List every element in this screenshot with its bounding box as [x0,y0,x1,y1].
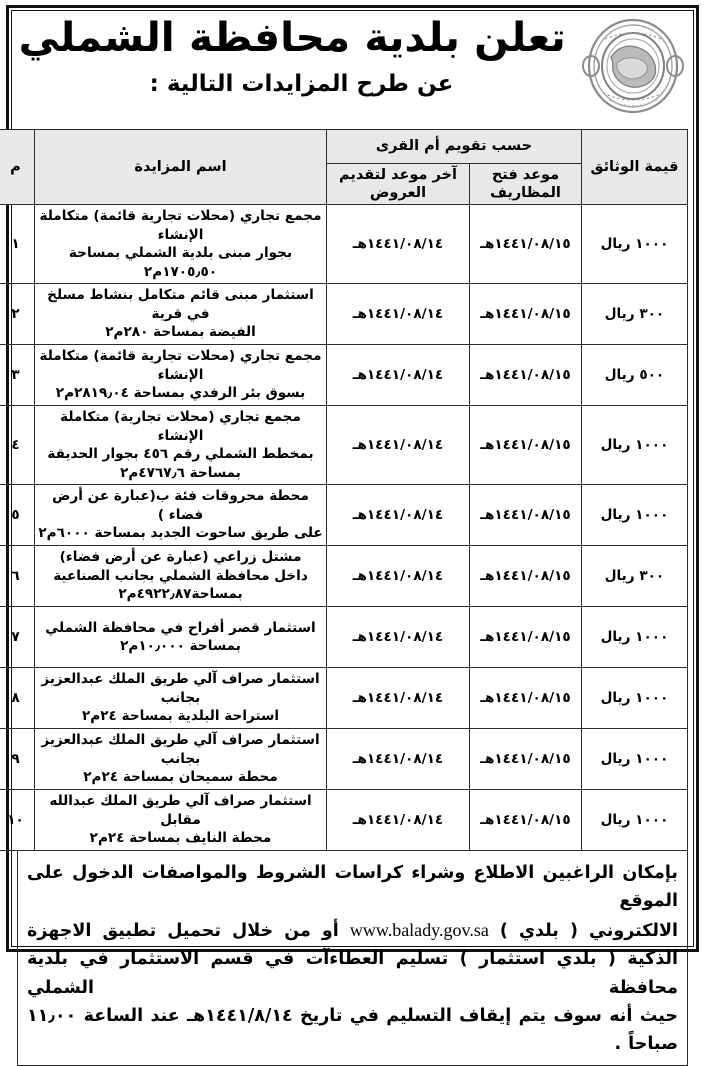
footer-line-1: بإمكان الراغبين الاطلاع وشراء كراسات الشروط والمواصفات الدخول على الموقع [27,863,678,912]
cell-envelope-open-date: ١٤٤١/٠٨/١٥هـ [470,406,582,485]
bid-name-line: بمساحة ١٠٫٠٠٠م٢ [120,638,241,655]
footer-line-2-after: أو من خلال تحميل تطبيق الاجهزة [27,920,339,941]
footer-line-2 [27,916,678,945]
cell-row-number: ٣ [0,345,35,406]
cell-last-offer-date: ١٤٤١/٠٨/١٤هـ [327,345,470,406]
cell-bid-name [35,607,327,668]
header-envelope-open-date: موعد فتح المظاريف [470,164,582,205]
bid-name-line: استثمار صراف آلي طريق الملك عبدالعزيز بجانب [41,671,320,706]
table-row [0,790,688,851]
bid-name-line: بمخطط الشملي رقم ٤٥٦ بجوار الحديقة [47,446,314,463]
table-row [0,205,688,284]
cell-documents-value: ١٠٠٠ ريال [582,790,688,851]
header-last-offer-date: آخر موعد لتقديم العروض [327,164,470,205]
bid-name-line: استثمار صراف آلي طريق الملك عبدالعزيز بجانب [41,732,320,767]
cell-last-offer-date: ١٤٤١/٠٨/١٤هـ [327,790,470,851]
bid-name-line: مجمع تجاري (محلات تجارية قائمة) متكاملة الإنشاء [39,348,322,383]
bids-table [0,129,688,851]
bid-name-line: استثمار صراف آلي طريق الملك عبدالله مقابل [49,793,312,828]
balady-website-url[interactable]: www.balady.gov.sa [349,919,489,940]
cell-last-offer-date: ١٤٤١/٠٨/١٤هـ [327,546,470,607]
cell-envelope-open-date: ١٤٤١/٠٨/١٥هـ [470,729,582,790]
page-title: تعلن بلدية محافظة الشملي [18,15,567,61]
header-text-block [12,11,573,129]
cell-last-offer-date: ١٤٤١/٠٨/١٤هـ [327,406,470,485]
table-header-row-group [0,130,688,164]
cell-row-number: ٦ [0,546,35,607]
cell-bid-name [35,546,327,607]
cell-envelope-open-date: ١٤٤١/٠٨/١٥هـ [470,284,582,345]
cell-last-offer-date: ١٤٤١/٠٨/١٤هـ [327,205,470,284]
bids-table-container [7,129,693,851]
cell-row-number: ٥ [0,485,35,546]
footer-line-3: الذكية ( بلدي استثمار ) تسليم العطاءآت في قسم الاستثمار في بلدية محافظة الشملي [27,949,678,998]
table-row [0,284,688,345]
footer-note-container [17,851,688,1065]
cell-bid-name [35,205,327,284]
cell-documents-value: ١٠٠٠ ريال [582,607,688,668]
bid-name-line: مجمع تجاري (محلات تجارية) متكاملة الإنشاء [60,409,301,444]
table-header [0,130,688,205]
cell-row-number: ١ [0,205,35,284]
cell-envelope-open-date: ١٤٤١/٠٨/١٥هـ [470,790,582,851]
cell-bid-name [35,284,327,345]
cell-last-offer-date: ١٤٤١/٠٨/١٤هـ [327,284,470,345]
page-inner-border [7,10,694,1055]
cell-documents-value: ١٠٠٠ ريال [582,205,688,284]
cell-bid-name [35,406,327,485]
cell-last-offer-date: ١٤٤١/٠٨/١٤هـ [327,485,470,546]
page-outer-border [6,5,699,1055]
cell-row-number: ٨ [0,668,35,729]
bid-name-line: استثمار قصر أفراح في محافظة الشملي [45,619,316,636]
table-body [0,205,688,851]
logo-container [573,11,693,129]
bid-name-line: بجوار مبنى بلدية الشملي بمساحة ١٧٠٥٫٥٠م٢ [68,245,293,280]
bid-name-line: مجمع تجاري (محلات تجارية قائمة) متكاملة الإنشاء [39,208,322,243]
cell-envelope-open-date: ١٤٤١/٠٨/١٥هـ [470,345,582,406]
cell-last-offer-date: ١٤٤١/٠٨/١٤هـ [327,729,470,790]
table-row [0,729,688,790]
cell-bid-name [35,345,327,406]
municipality-seal-logo [581,13,685,119]
cell-row-number: ٤ [0,406,35,485]
bid-name-line: محطة محروقات فئة ب(عبارة عن أرض فضاء ) [52,488,309,523]
bid-name-line: على طريق ساحوت الجديد بمساحة ٦٠٠٠م٢ [38,525,323,542]
cell-row-number: ٢ [0,284,35,345]
cell-last-offer-date: ١٤٤١/٠٨/١٤هـ [327,607,470,668]
cell-documents-value: ١٠٠٠ ريال [582,729,688,790]
footer-line-2-before: الالكتروني ( بلدي ) [499,920,679,941]
bid-name-line: مشتل زراعي (عبارة عن أرض فضاء) [59,549,302,566]
table-row [0,485,688,546]
table-row [0,668,688,729]
cell-documents-value: ١٠٠٠ ريال [582,668,688,729]
document-header [12,11,693,129]
table-row [0,607,688,668]
cell-envelope-open-date: ١٤٤١/٠٨/١٥هـ [470,485,582,546]
bid-name-line: استراحة البلدية بمساحة ٢٤م٢ [81,708,280,725]
cell-row-number: ٩ [0,729,35,790]
bid-name-line: الفيضة بمساحة ٢٨٠م٢ [105,324,256,341]
bid-name-line: بسوق بئر الرفدي بمساحة ٢٨١٩٫٠٤م٢ [55,385,306,402]
bid-name-line: داخل محافظة الشملي بجانب الصناعية [53,567,308,584]
cell-bid-name [35,790,327,851]
cell-last-offer-date: ١٤٤١/٠٨/١٤هـ [327,668,470,729]
bid-name-line: محطة سميحان بمساحة ٢٤م٢ [83,769,278,786]
cell-envelope-open-date: ١٤٤١/٠٨/١٥هـ [470,546,582,607]
cell-documents-value: ٣٠٠ ريال [582,284,688,345]
table-row [0,406,688,485]
header-documents-value: قيمة الوثائق [582,130,688,205]
bid-name-line: محطة النايف بمساحة ٢٤م٢ [89,830,272,847]
table-row [0,546,688,607]
cell-envelope-open-date: ١٤٤١/٠٨/١٥هـ [470,607,582,668]
bid-name-line: بمساحة ٤٧٦٧٫٦م٢ [120,464,241,481]
cell-documents-value: ٥٠٠ ريال [582,345,688,406]
cell-envelope-open-date: ١٤٤١/٠٨/١٥هـ [470,668,582,729]
header-number: م [0,130,35,205]
table-row [0,345,688,406]
cell-documents-value: ٣٠٠ ريال [582,546,688,607]
cell-documents-value: ١٠٠٠ ريال [582,485,688,546]
bid-name-line: بمساحة٤٩٢٢٫٨٧م٢ [118,586,243,603]
cell-bid-name [35,485,327,546]
cell-bid-name [35,729,327,790]
bid-name-line: استثمار مبنى قائم متكامل بنشاط مسلخ في قرية [47,287,314,322]
cell-row-number: ٧ [0,607,35,668]
cell-envelope-open-date: ١٤٤١/٠٨/١٥هـ [470,205,582,284]
header-calendar-group: حسب تقويم أم القرى [327,130,582,164]
cell-row-number: ١٠ [0,790,35,851]
cell-documents-value: ١٠٠٠ ريال [582,406,688,485]
page-subtitle: عن طرح المزايدات التالية : [149,71,454,97]
footer-line-4: حيث أنه سوف يتم إيقاف التسليم في تاريخ ١٤٤١/٨/١٤هـ عند الساعة ١١٫٠٠ صباحاً . [27,1005,679,1055]
cell-bid-name [35,668,327,729]
header-bid-name: اسم المزايدة [35,130,327,205]
